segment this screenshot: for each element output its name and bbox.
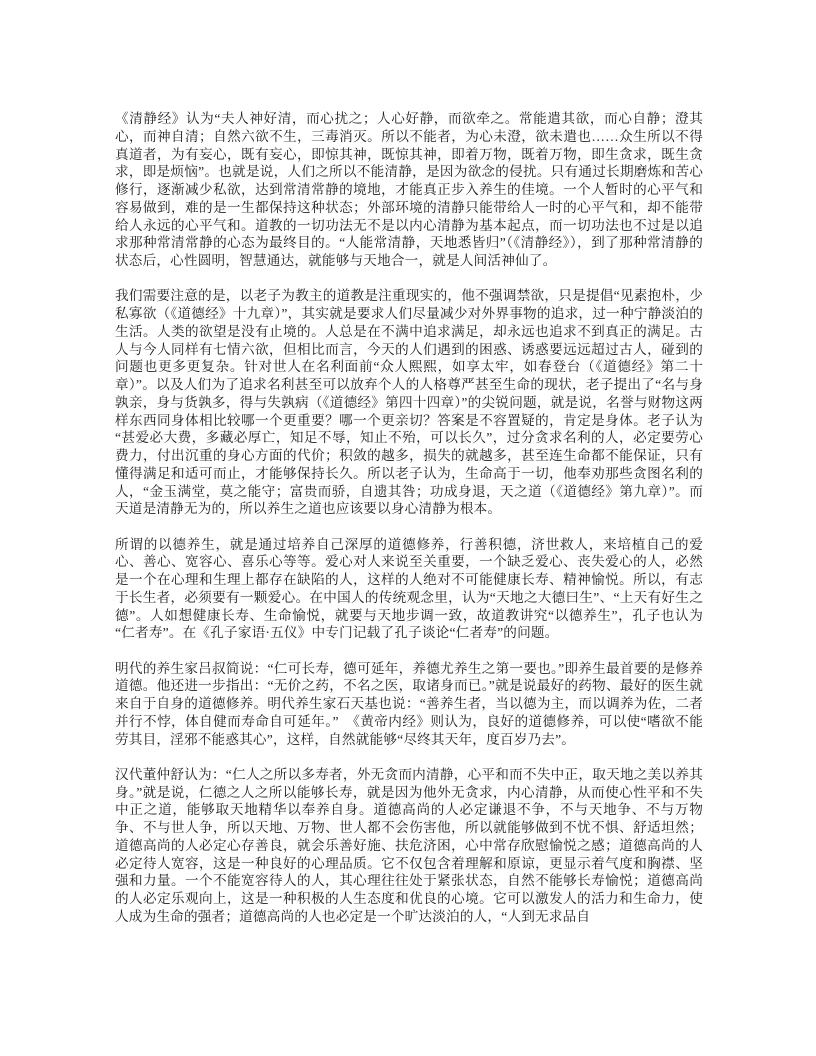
paragraph-virtue-nourishing-life: 所谓的以德养生，就是通过培养自己深厚的道德修养，行善积德，济世救人，来培植自己的爱心、善心、宽容心、喜乐心等等。爱心对人来说至关重要，一个缺乏爱心、丧失爱心的人，必然是一个在心理和生理上都存在缺陷的人，这样的人绝对不可能健康长寿、精神愉悦。所以，有志于长生者，必须要有一颗爱心。在中国人的传统观念里，认为“天地之大德曰生”、“上天有好生之德”。人如想健康长寿、生命愉悦，就要与天地步调一致，故道教讲究“以德养生”，孔子也认为“仁者寿”。在《孔子家语·五仪》中专门记载了孔子谈论“仁者寿”的问题。 <box>115 536 703 641</box>
paragraph-qingjingjing: 《清静经》认为“夫人神好清，而心扰之；人心好静，而欲牵之。常能遣其欲，而心自静；澄其心，而神自清；自然六欲不生，三毒消灭。所以不能者，为心未澄，欲未遣也……众生所以不得真道者，为有妄心，既有妄心，即惊其神，既惊其神，即着万物，既着万物，即生贪求，既生贪求，即是烦恼”。也就是说，人们之所以不能清静，是因为欲念的侵扰。只有通过长期磨炼和苦心修行，逐渐减少私欲，达到常清常静的境地，才能真正步入养生的佳境。一个人暂时的心平气和容易做到，难的是一生都保持这种状态；外部环境的清静只能带给人一时的心平气和，却不能带给人永远的心平气和。道教的一切功法无不是以内心清静为基本起点，而一切功法也不过是以追求那种常清常静的心态为最终目的。“人能常清静，天地悉皆归”（《清静经》），到了那种常清静的状态后，心性圆明，智慧通达，就能够与天地合一，就是人间活神仙了。 <box>115 111 703 268</box>
paragraph-ming-dynasty-masters: 明代的养生家吕叔简说：“仁可长寿，德可延年，养德尤养生之第一要也。”即养生最首要的是修养道德。他还进一步指出：“无价之药，不名之医，取诸身而已。”就是说最好的药物、最好的医生就来自于自身的道德修养。明代养生家石天基也说：“善养生者，当以德为主，而以调养为佐，二者并行不悖，体自健而寿命自可延年。” 《黄帝内经》则认为，良好的道德修养，可以使“嗜欲不能劳其目，淫邪不能惑其心”，这样，自然就能够“尽终其天年，度百岁乃去”。 <box>115 660 703 747</box>
paragraph-dong-zhongshu: 汉代董仲舒认为：“仁人之所以多寿者，外无贪而内清静，心平和而不失中正，取天地之美以养其身。”就是说，仁德之人之所以能够长寿，就是因为他外无贪求，内心清静，从而使心性平和不失中正之道，能够取天地精华以奉养自身。道德高尚的人必定谦退不争，不与天地争、不与万物争、不与世人争，所以天地、万物、世人都不会伤害他，所以就能够做到不忧不惧、舒适坦然；道德高尚的人必定心存善良，就会乐善好施、扶危济困，心中常存欣慰愉悦之感；道德高尚的人必定待人宽容，这是一种良好的心理品质。它不仅包含着理解和原谅，更显示着气度和胸襟、坚强和力量。一个不能宽容待人的人，其心理往往处于紧张状态，自然不能够长寿愉悦；道德高尚的人必定乐观向上，这是一种积极的人生态度和优良的心境。它可以激发人的活力和生命力，使人成为生命的强者；道德高尚的人也必定是一个旷达淡泊的人，“人到无求品自 <box>115 766 703 924</box>
paragraph-laozi-desires: 我们需要注意的是，以老子为教主的道教是注重现实的，他不强调禁欲，只是提倡“见素抱朴，少私寡欲（《道德经》十九章）”，其实就是要求人们尽量减少对外界事物的追求，过一种宁静淡泊的生活。人类的欲望是没有止境的。人总是在不满中追求满足，却永远也追求不到真正的满足。古人与今人同样有七情六欲，但相比而言，今天的人们遇到的困惑、诱惑要远远超过古人，碰到的问题也更多更复杂。针对世人在名利面前“众人熙熙，如享太牢，如春登台（《道德经》第二十章）”。以及人们为了追求名利甚至可以放弃个人的人格尊严甚至生命的现状，老子提出了“名与身孰亲，身与货孰多，得与失孰病（《道德经》第四十四章）”的尖锐问题，就是说，名誉与财物这两样东西同身体相比较哪一个更重要？哪一个更亲切？答案是不容置疑的，肯定是身体。老子认为“甚爱必大费，多藏必厚亡，知足不辱，知止不殆，可以长久”，过分贪求名利的人，必定要劳心费力，付出沉重的身心方面的代价；积敛的越多，损失的就越多，甚至连生命都不能保证，只有懂得满足和适可而止，才能够保持长久。所以老子认为，生命高于一切，他奉劝那些贪图名利的人，“金玉满堂，莫之能守；富贵而骄，自遗其咎；功成身退，天之道（《道德经》第九章）”。而天道是清静无为的，所以养生之道也应该要以身心清静为根本。 <box>115 288 703 517</box>
text-block <box>115 110 703 926</box>
